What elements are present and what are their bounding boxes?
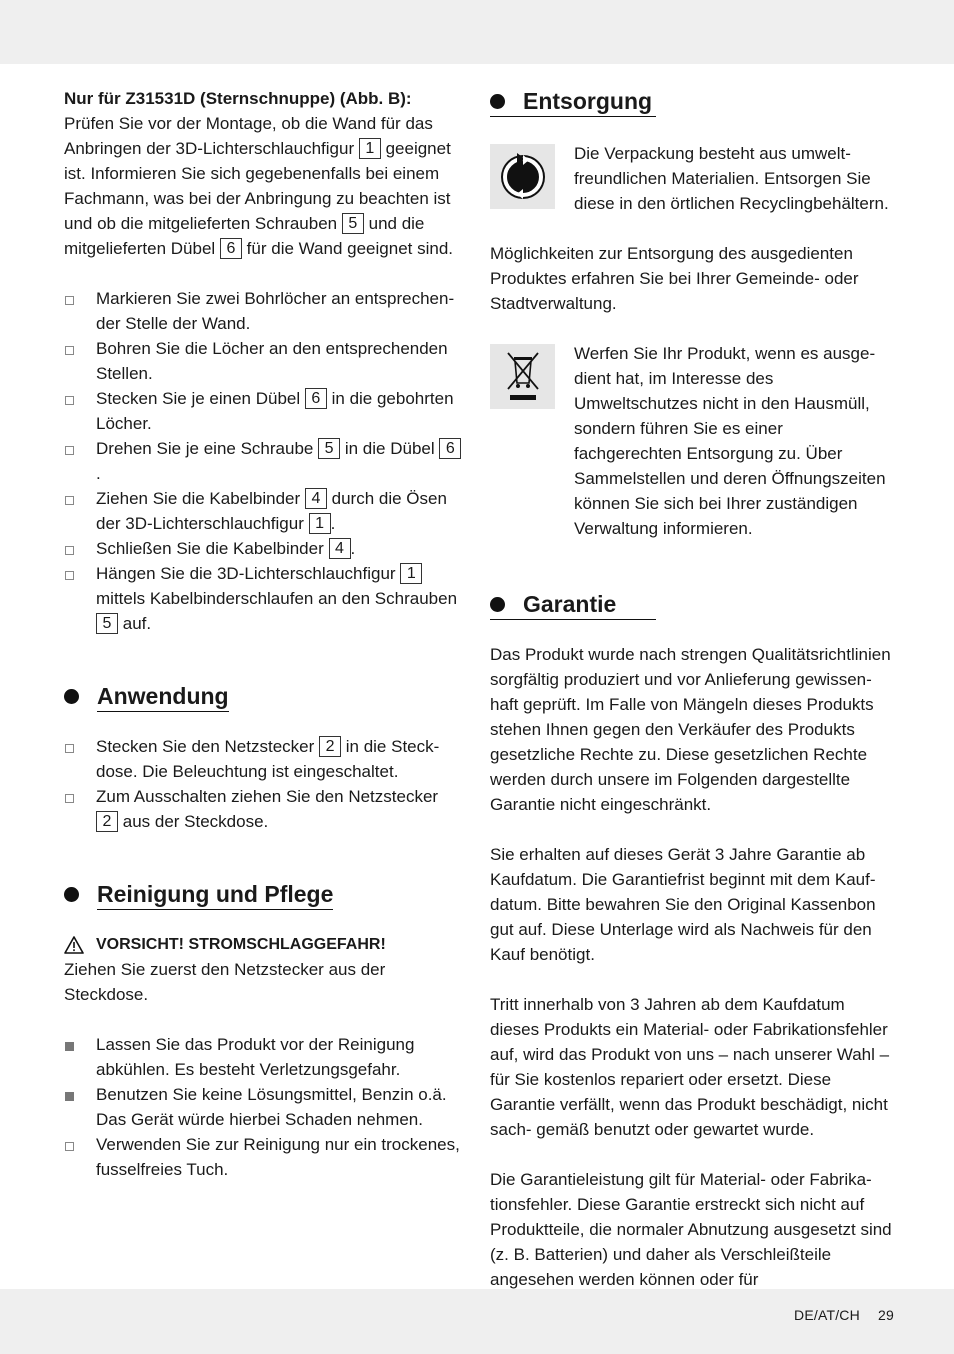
packaging-disposal-row: Die Verpackung besteht aus umwelt- freundlichen Materialien. Entsorgen Sie diese in den örtlichen Recyclingbehältern. [490,141,892,216]
part-number: 6 [439,438,461,459]
section-heading-entsorgung: Entsorgung [490,86,656,117]
bullet-dot-icon [490,94,505,109]
header-band [0,0,954,64]
crossed-bin-icon [502,349,544,405]
part-number: 4 [329,538,351,559]
green-dot-icon [499,153,547,201]
list-item: Stecken Sie den Netzstecker 2 in die Steck- dose. Die Beleuchtung ist eingeschaltet. [64,734,464,784]
cleaning-steps [64,1032,464,1182]
list-item: Lassen Sie das Produkt vor der Reinigung abkühlen. Es besteht Verletzungsgefahr. [64,1032,464,1082]
left-column [64,86,464,1182]
paragraph: Sie erhalten auf dieses Gerät 3 Jahre Garantie ab Kaufdatum. Die Garantiefrist beginnt mit dem Kauf- datum. Bitte bewahren Sie den Original Kassenbon gut auf. Diese Unterlage wird als Nachweis für den Kauf benötigt. [490,845,876,964]
paragraph: Möglichkeiten zur Entsorgung des ausgedienten Produktes erfahren Sie bei Ihrer Gemeinde- oder Stadtverwaltung. [490,244,859,313]
list-item: Markieren Sie zwei Bohrlöcher an entsprechen- der Stelle der Wand. [64,286,464,336]
mounting-intro: Nur für Z31531D (Sternschnuppe) (Abb. B): Prüfen Sie vor der Montage, ob die Wand für das Anbringen der 3D-Lichterschlauchfigur 1 geeignet ist. Informieren Sie sich gegebenenfalls bei einem Fachmann, was bei der Anbringung zu beachten ist und ob die mitgelieferten Schrauben 5 und die mitgelieferten Dübel 6 für die Wand geeignet sind. [64,89,454,258]
bullet-dot-icon [64,689,79,704]
mounting-intro-title: Nur für Z31531D (Sternschnuppe) (Abb. B): [64,89,412,108]
part-number: 1 [400,563,422,584]
list-item: Benutzen Sie keine Lösungsmittel, Benzin o.ä. Das Gerät würde hierbei Schaden nehmen. [64,1082,464,1132]
part-number: 5 [96,613,118,634]
list-item: Schließen Sie die Kabelbinder 4 . [64,536,464,561]
warning-title: VORSICHT! STROMSCHLAGGEFAHR! [64,932,464,957]
part-number: 6 [305,388,327,409]
usage-steps [64,734,464,834]
part-number: 6 [220,238,242,259]
list-item: Verwenden Sie zur Reinigung nur ein trockenes, fusselfreies Tuch. [64,1132,464,1182]
list-item: Hängen Sie die 3D-Lichterschlauchfigur 1 mittels Kabelbinderschlaufen an den Schrauben 5 auf. [64,561,464,636]
page-number: 29 [878,1307,894,1323]
paragraph: Das Produkt wurde nach strengen Qualitätsrichtlinien sorgfältig produziert und vor Anlieferung gewissen- haft geprüft. Im Falle von Mängeln dieses Produkts stehen Ihnen gegen den Verkäufer des Produkts gesetzliche Rechte zu. Diese gesetzlichen Rechte werden durch unsere im Folgenden dargestellte Garantie nicht eingeschränkt. [490,645,891,814]
mounting-steps [64,286,464,636]
weee-symbol [490,344,555,409]
warning-text: Ziehen Sie zuerst den Netzstecker aus der Steckdose. [64,960,386,1004]
recycling-symbol [490,144,555,209]
list-item: Drehen Sie je eine Schraube 5 in die Dübel 6. [64,436,464,486]
section-heading-garantie: Garantie [490,589,656,620]
list-item: Stecken Sie je einen Dübel 6 in die gebohrten Löcher. [64,386,464,436]
weee-disposal-row: Werfen Sie Ihr Produkt, wenn es ausge- dient hat, im Interesse des Umweltschutzes nicht in den Hausmüll, sondern führen Sie es einer fachgerechten Entsorgung zu. Über Sammelstellen und deren Öffnungszeiten können Sie sich bei Ihrer zuständigen Verwaltung informieren. [490,341,892,541]
list-item: Ziehen Sie die Kabelbinder 4 durch die Ösen der 3D-Lichterschlauchfigur 1 . [64,486,464,536]
list-item: Bohren Sie die Löcher an den entsprechenden Stellen. [64,336,464,386]
part-number: 1 [359,138,381,159]
part-number: 2 [319,736,341,757]
list-item: Zum Ausschalten ziehen Sie den Netzstecker 2 aus der Steckdose. [64,784,464,834]
section-heading-anwendung: Anwendung [64,681,464,712]
bullet-dot-icon [490,597,505,612]
paragraph: Die Garantieleistung gilt für Material- oder Fabrika- tionsfehler. Diese Garantie erstreckt sich nicht auf Produktteile, die normaler Abnutzung ausgesetzt sind (z. B. Batterien) und daher als Verschleißteile angesehen werden können oder für [490,1170,892,1289]
part-number: 1 [309,513,331,534]
right-column [490,86,892,1292]
part-number: 5 [318,438,340,459]
part-number: 2 [96,811,118,832]
language-codes: DE/AT/CH [794,1307,860,1323]
part-number: 4 [305,488,327,509]
bullet-dot-icon [64,887,79,902]
page-footer [794,1303,894,1328]
section-heading-reinigung: Reinigung und Pflege [64,879,464,910]
paragraph: Tritt innerhalb von 3 Jahren ab dem Kaufdatum dieses Produkts ein Material- oder Fabrikationsfehler auf, wird das Produkt von uns – nach unserer Wahl – für Sie kostenlos repariert oder ersetzt. Diese Garantie verfällt, wenn das Produkt beschädigt, nicht sach- gemäß benutzt oder gewartet wurde. [490,995,890,1139]
part-number: 5 [342,213,364,234]
warning-triangle-icon [64,936,84,954]
